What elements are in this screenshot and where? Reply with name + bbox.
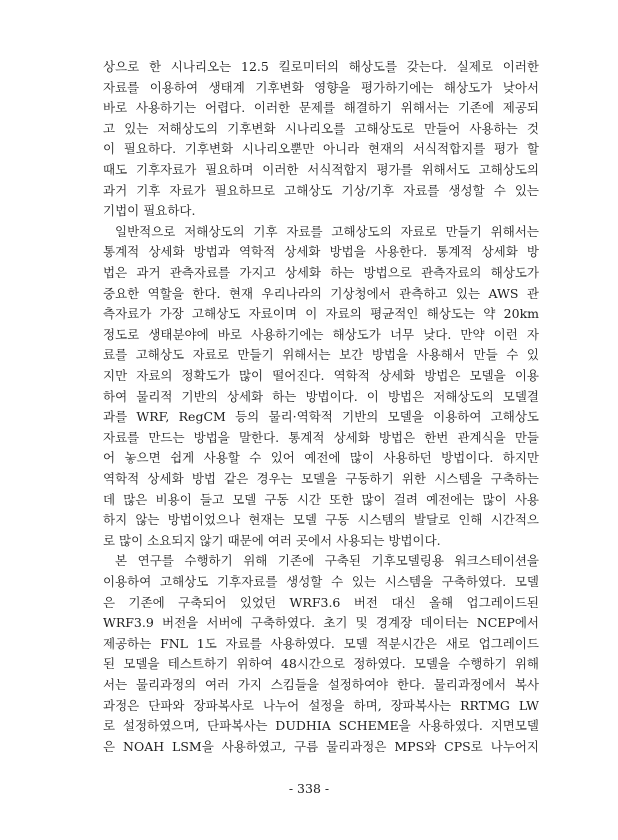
text-line: 데 많은 비용이 들고 모델 구동 시간 또한 많이 걸려 예전에는 많이 사용 [103, 491, 539, 507]
text-line: WRF3.9 버전을 서버에 구축하였다. 초기 및 경계장 데이터는 NCEP에서 [103, 615, 539, 631]
text-line: 바로 사용하기는 어렵다. 이러한 문제를 해결하기 위해서는 기존에 제공되 [103, 100, 539, 116]
text-line: 자료를 이용하여 생태계 기후변화 영향을 평가하기에는 해상도가 낮아서 [103, 79, 539, 95]
text-line: 은 기존에 구축되어 있었던 WRF3.6 버전 대신 올해 업그레이드된 [103, 594, 539, 610]
text-line: 중요한 역할을 한다. 현재 우리나라의 기상청에서 관측하고 있는 AWS 관 [103, 285, 539, 301]
text-line: 이 필요하다. 기후변화 시나리오뿐만 아니라 현재의 서식적합지를 평가 할 [103, 141, 539, 157]
text-line: 로 많이 소요되지 않기 때문에 여러 곳에서 사용되는 방법이다. [103, 532, 441, 548]
text-line: 과정은 단파와 장파복사로 나누어 설정을 하며, 장파복사는 RRTMG LW [103, 697, 539, 713]
text-line: 서는 물리과정의 여러 가지 스킴들을 설정하여야 한다. 물리과정에서 복사 [103, 677, 539, 692]
text-line: 때도 기후자료가 필요하며 이러한 서식적합지 평가를 위해서도 고해상도의 [103, 162, 539, 177]
text-line: 측자료가 가장 고해상도 자료이며 이 자료의 평균적인 해상도는 약 20km [103, 306, 539, 322]
text-line: 정도로 생태분야에 바로 사용하기에는 해상도가 너무 낮다. 만약 이런 자 [103, 326, 539, 342]
text-line: 기법이 필요하다. [103, 203, 196, 219]
text-line: 과를 WRF, RegCM 등의 물리·역학적 기반의 모델을 이용하여 고해상도 [103, 409, 539, 425]
text-line: 하여 물리적 기반의 상세화 하는 방법이다. 이 방법은 저해상도의 모델결 [103, 388, 539, 404]
text-line: 이용하여 고해상도 기후자료를 생성할 수 있는 시스템을 구축하였다. 모델 [103, 574, 539, 589]
text-line: 고 있는 저해상도의 기후변화 시나리오를 고해상도로 만들어 사용하는 것 [103, 120, 539, 136]
text-line: 일반적으로 저해상도의 기후 자료를 고해상도의 자료로 만들기 위해서는 [115, 223, 539, 239]
text-line: 은 NOAH LSM을 사용하였고, 구름 물리과정은 MPS와 CPS로 나누어지 [103, 738, 539, 754]
page-number: - 338 - [288, 781, 330, 796]
text-line: 하지 않는 방법이었으나 현재는 모델 구동 시스템의 발달로 인해 시간적으 [103, 512, 539, 528]
text-line: 본 연구를 수행하기 위해 기존에 구축된 기후모델링용 워크스테이션을 [115, 553, 539, 569]
text-line: 어 놓으면 쉽게 사용할 수 있어 예전에 많이 사용하던 방법이다. 하지만 [103, 450, 539, 466]
text-line: 료를 고해상도 자료로 만들기 위해서는 보간 방법을 사용해서 만들 수 있 [103, 347, 539, 363]
text-line: 통계적 상세화 방법과 역학적 상세화 방법을 사용한다. 통계적 상세화 방 [103, 244, 539, 260]
text-line: 된 모델을 테스트하기 위하여 48시간으로 정하였다. 모델을 수행하기 위해 [103, 656, 539, 672]
text-line: 자료를 만드는 방법을 말한다. 통계적 상세화 방법은 한번 관계식을 만들 [103, 429, 539, 445]
text-line: 법은 과거 관측자료를 가지고 상세화 하는 방법으로 관측자료의 해상도가 [103, 265, 539, 280]
text-line: 제공하는 FNL 1도 자료를 사용하였다. 모델 적분시간은 새로 업그레이드 [103, 635, 539, 651]
text-line: 지만 자료의 정확도가 많이 떨어진다. 역학적 상세화 방법은 모델을 이용 [103, 368, 539, 383]
text-line: 역학적 상세화 방법 같은 경우는 모델을 구동하기 위한 시스템을 구축하는 [103, 471, 539, 486]
text-line: 로 설정하였으며, 단파복사는 DUDHIA SCHEME을 사용하였다. 지면모델 [103, 718, 539, 734]
text-line: 상으로 한 시나리오는 12.5 킬로미터의 해상도를 갖는다. 실제로 이러한 [103, 59, 539, 74]
text-line: 과거 기후 자료가 필요하므로 고해상도 기상/기후 자료를 생성할 수 있는 [103, 182, 539, 198]
